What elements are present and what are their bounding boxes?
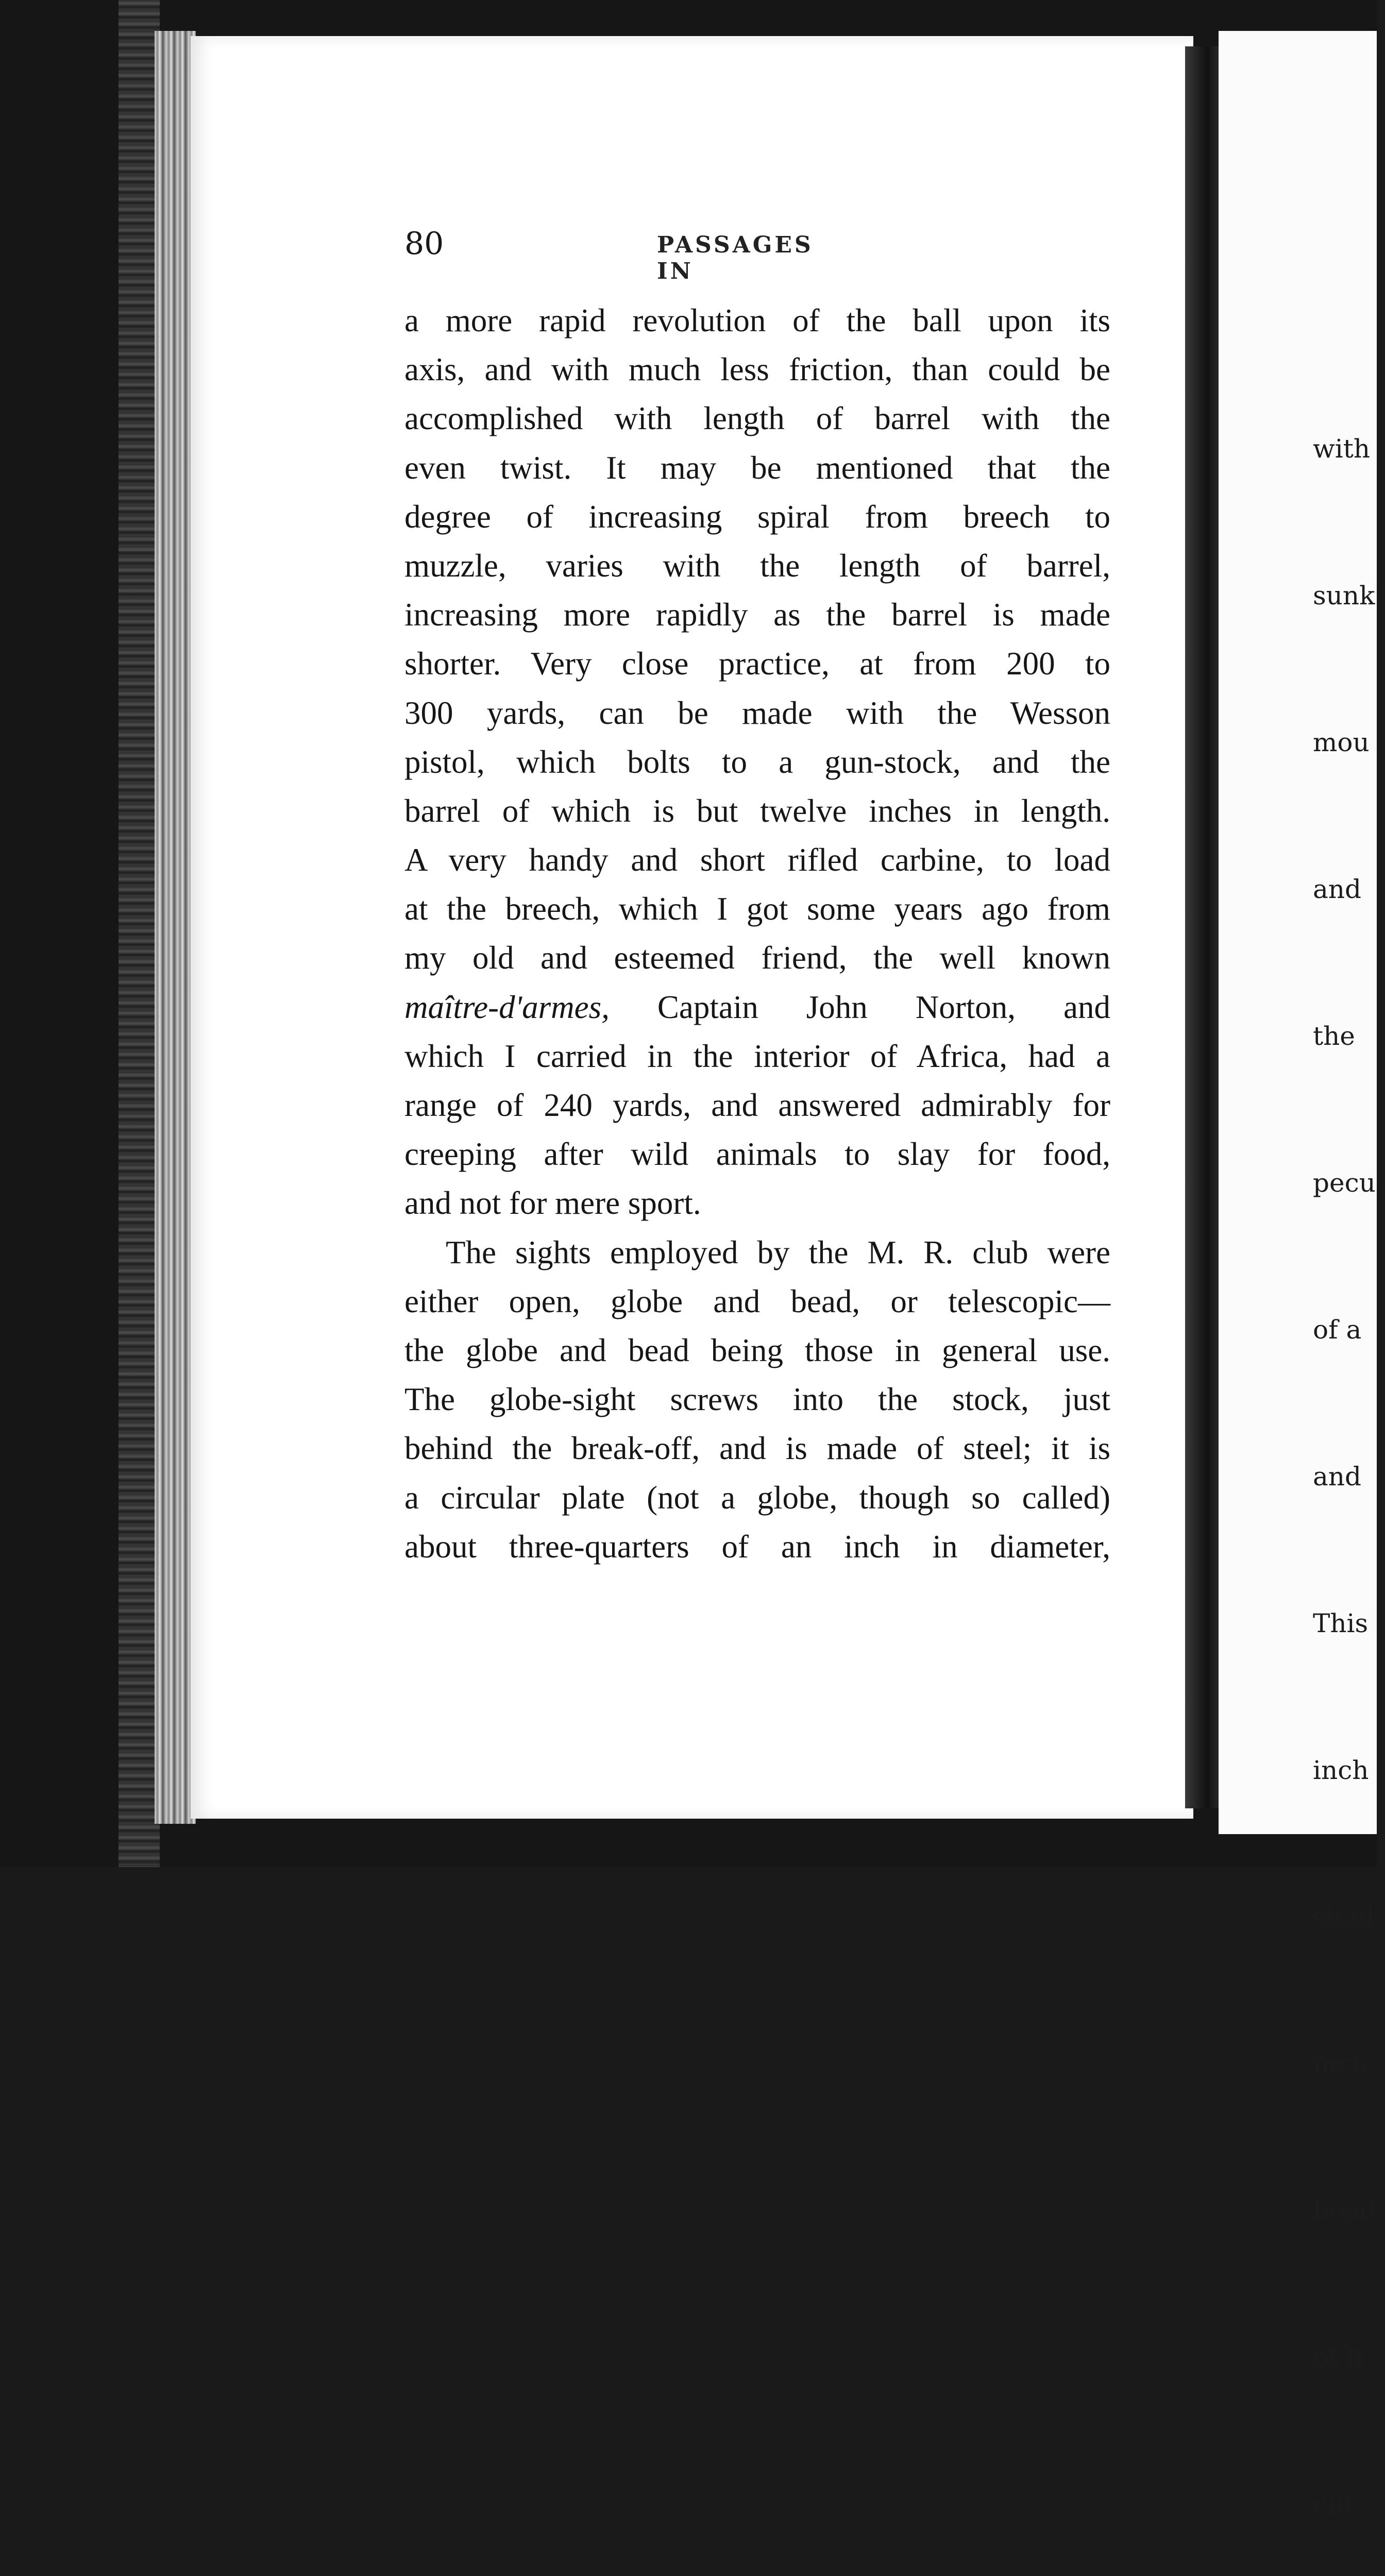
facing-line: with <box>1313 434 1371 464</box>
text-line: increasing more rapidly as the barrel is made <box>404 597 1110 633</box>
text-line: 300 yards, can be made with the Wesson <box>404 694 1110 731</box>
text-line: A very handy and short rifled carbine, to load <box>404 842 1110 878</box>
text-line: the globe and bead being those in general use. <box>404 1332 1110 1368</box>
facing-line: mou <box>1313 727 1370 757</box>
text-fragment: Captain John Norton, and <box>657 989 1110 1025</box>
text-line: creeping after wild animals to slay for food, <box>404 1136 1110 1173</box>
text-line: shorter. Very close practice, at from 200 to <box>404 646 1110 682</box>
text-line: about three-quarters of an inch in diameter, <box>404 1528 1110 1565</box>
facing-line: of a <box>1313 1315 1362 1345</box>
book-spine-edge <box>119 0 160 1867</box>
text-line: The globe-sight screws into the stock, just <box>404 1381 1110 1418</box>
page-edges-left <box>155 31 196 1824</box>
text-line: either open, globe and bead, or telescopic— <box>404 1283 1110 1319</box>
text-line: behind the break-off, and is made of steel; it is <box>404 1430 1110 1467</box>
facing-line: sunk <box>1313 581 1375 611</box>
facing-line: cut <box>1313 2489 1355 2519</box>
facing-line: of b <box>1313 2343 1363 2372</box>
book-gutter <box>1185 46 1221 1808</box>
italic-phrase: maître-d'armes, <box>404 989 610 1025</box>
text-line: range of 240 yards, and answered admirably for <box>404 1087 1110 1123</box>
text-line: even twist. It may be mentioned that the <box>404 449 1110 486</box>
facing-page <box>1219 31 1377 2519</box>
text-line: barrel of which is but twelve inches in length. <box>404 792 1110 829</box>
text-line: accomplished with length of barrel with the <box>404 400 1110 437</box>
text-line: degree of increasing spiral from breech to <box>404 498 1110 535</box>
text-line: pistol, which bolts to a gun-stock, and the <box>404 743 1110 780</box>
text-line: my old and esteemed friend, the well known <box>404 940 1110 976</box>
page-number: 80 <box>404 226 444 262</box>
text-line: axis, and with much less friction, than could be <box>404 351 1110 388</box>
facing-line: pecu <box>1313 1168 1376 1198</box>
facing-line: and <box>1313 874 1362 904</box>
facing-page-text <box>1313 327 1385 2576</box>
running-head <box>404 226 848 284</box>
text-line: a circular plate (not a globe, though so called) <box>404 1479 1110 1516</box>
facing-line: and <box>1313 1462 1362 1492</box>
facing-line: shad <box>1313 1902 1375 1932</box>
text-line: muzzle, varies with the length of barrel, <box>404 547 1110 584</box>
text-line: and not for mere sport. <box>404 1185 701 1222</box>
running-title: PASSAGES IN <box>657 232 814 284</box>
facing-line: inch <box>1313 2049 1369 2079</box>
body-text <box>404 296 1110 1571</box>
text-line: at the breech, which I got some years ago from <box>404 891 1110 927</box>
text-line: a more rapid revolution of the ball upon its <box>404 302 1110 338</box>
facing-line: This <box>1313 1608 1369 1638</box>
text-line: which I carried in the interior of Africa, had a <box>404 1038 1110 1074</box>
facing-line: the <box>1313 1021 1355 1051</box>
text-line-italic <box>404 983 1110 1032</box>
facing-line: inch <box>1313 1755 1369 1785</box>
text-line: The sights employed by the M. R. club were <box>446 1234 1110 1270</box>
facing-line: bead <box>1313 2196 1377 2226</box>
